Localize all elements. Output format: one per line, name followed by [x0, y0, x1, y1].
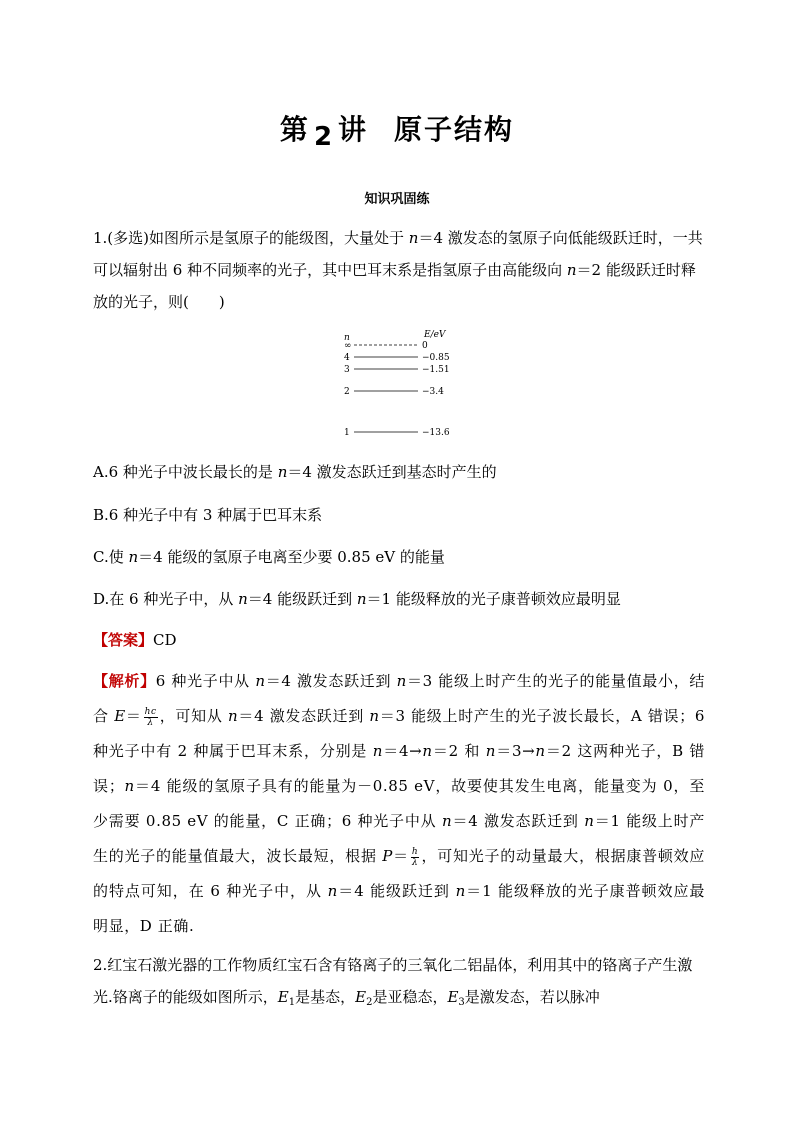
level-energy-label: 0: [422, 341, 428, 351]
title-prefix: 第: [279, 113, 310, 146]
explanation: [93, 664, 705, 944]
diagram-n-label: n: [344, 333, 350, 343]
energy-level-diagram: [330, 326, 470, 444]
question-1-stem: 1.(多选)如图所示是氢原子的能级图，大量处于 n＝4 激发态的氢原子向低能级跃迁时，一共可以辐射出 6 种不同频率的光子，其中巴耳末系是指氢原子由高能级向 n＝2 能级跃迁时释放的光子，则( ): [93, 229, 703, 311]
title-suffix: 讲: [338, 113, 369, 146]
section-heading: 知识巩固练: [364, 192, 430, 207]
level-energy-label: −3.4: [422, 387, 444, 397]
title-number: 2: [313, 122, 335, 152]
level-n-label: 4: [344, 353, 350, 363]
level-n-label: 3: [344, 365, 350, 375]
answer-line: [93, 629, 177, 650]
option-d: D.在 6 种光子中，从 n＝4 能级跃迁到 n＝1 能级释放的光子康普顿效应最明显: [93, 590, 621, 608]
level-energy-label: −1.51: [422, 365, 450, 375]
level-n-label: ∞: [344, 341, 352, 351]
energy-levels: [344, 341, 450, 438]
title-main: 原子结构: [394, 113, 515, 146]
option-a: A.6 种光子中波长最长的是 n＝4 激发态跃迁到基态时产生的: [93, 463, 497, 481]
level-energy-label: −13.6: [422, 428, 450, 438]
answer-value: CD: [153, 631, 177, 649]
question-2-stem: 2.红宝石激光器的工作物质红宝石含有铬离子的三氧化二铝晶体，利用其中的铬离子产生激光.铬离子的能级如图所示，$E_1$是基态，$E_2$是亚稳态，$E_3$是激发态，若以脉冲: [93, 956, 693, 1008]
diagram-energy-label: E/eV: [424, 330, 446, 340]
option-b: B.6 种光子中有 3 种属于巴耳末系: [93, 506, 323, 524]
explanation-tag: 【解析】: [93, 672, 156, 690]
level-n-label: 1: [344, 428, 350, 438]
level-n-label: 2: [344, 387, 350, 397]
answer-tag: 【答案】: [93, 631, 154, 649]
option-c: C.使 n＝4 能级的氢原子电离至少要 0.85 eV 的能量: [93, 548, 445, 566]
page-title: [0, 108, 794, 152]
explanation-text: 6 种光子中从 n＝4 激发态跃迁到 n＝3 能级上时产生的光子的能量值最小，结合 E＝ $\frac{hc}{\lambda}$ ，可知从 n＝4 激发态跃迁到 n＝3 能级上时产生的光子波长最长，A 错误；6 种光子中有 2 种属于巴耳末系，分别是 n＝4→n＝2 和 n＝3→n＝2 这两种光子，B 错误；n＝4 能级的氢原子具有的能量为－0.85 eV，故要使其发生电离，能量变为 0，至少需要 0.85 eV 的能量，C 正确；6 种光子中从 n＝4 激发态跃迁到 n＝1 能级上时产生的光子的能量值最大，波长最短，根据 P＝ $\frac{h}{\lambda}$ ，可知光子的动量最大，根据康普顿效应的特点可知，在 6 种光子中，从 n＝4 能级跃迁到 n＝1 能级释放的光子康普顿效应最明显，D 正确.: [93, 672, 706, 935]
level-energy-label: −0.85: [422, 353, 450, 363]
